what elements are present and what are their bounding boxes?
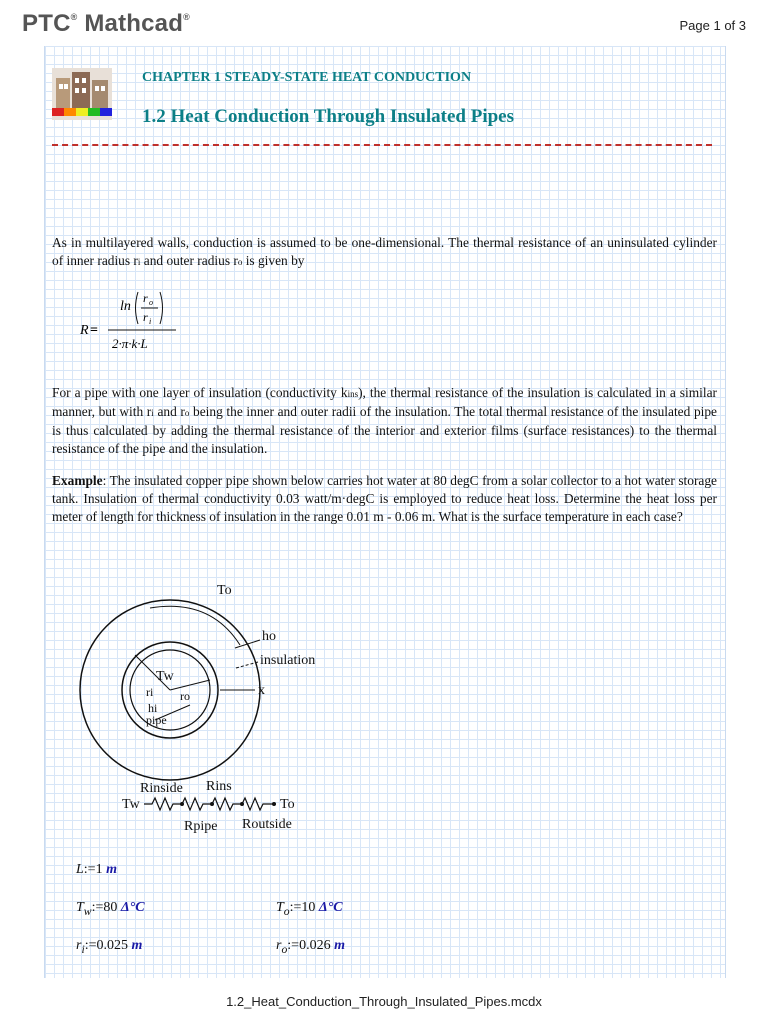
svg-text:ln: ln <box>120 299 131 314</box>
insulation-paragraph: For a pipe with one layer of insulation (conductivity kins), the thermal resistance of the insulation is calculated in a similar manner, but with ri and ro being the inner and outer radii of the insulation. The total thermal resistance of the insulated pipe is thus calculated by adding the thermal resistance of the interior and exterior films (surface resistances) to the thermal resistance of the pipe and the insulation. <box>52 385 717 456</box>
svg-text:r: r <box>143 291 148 305</box>
svg-text:x: x <box>258 683 265 698</box>
def-ro: $r_o:=0.026$ m <box>276 938 345 956</box>
svg-text:Rpipe: Rpipe <box>184 819 218 834</box>
svg-text:o: o <box>149 298 153 307</box>
example-paragraph: Example: The insulated copper pipe shown below carries hot water at 80 degC from a solar collector to a hot water storage tank. Insulation of thermal conductivity 0.03 watt/m·degC is employed to reduce heat loss. Determine the heat loss per meter of length for thickness of insulation in the range 0.01 m - 0.06 m. What is the surface temperature in each case? <box>52 473 717 524</box>
def-To: $T_o:=10$ Δ°C <box>276 900 343 918</box>
svg-text:pipe: pipe <box>146 713 167 727</box>
insulated-pipe-diagram <box>60 570 350 840</box>
def-ri: $r_i:=0.025$ m <box>76 938 143 956</box>
svg-text:To: To <box>217 583 232 598</box>
section-title: 1.2 Heat Conduction Through Insulated Pipes <box>142 106 514 127</box>
svg-text:Rinside: Rinside <box>140 781 183 796</box>
svg-text:Tw: Tw <box>122 797 140 812</box>
svg-text:ri: ri <box>146 685 154 699</box>
svg-text:Tw: Tw <box>156 669 174 684</box>
svg-text:ho: ho <box>262 629 276 644</box>
svg-text:Routside: Routside <box>242 817 292 832</box>
svg-text:To: To <box>280 797 295 812</box>
svg-text:insulation: insulation <box>260 653 316 668</box>
svg-text:R: R <box>80 323 89 338</box>
svg-text:Rins: Rins <box>206 779 232 794</box>
resistance-formula <box>80 286 190 356</box>
page-number: Page 1 of 3 <box>679 18 746 33</box>
svg-text:hi: hi <box>148 701 158 715</box>
svg-text:i: i <box>149 317 152 326</box>
svg-text:2·π·k·L: 2·π·k·L <box>112 336 148 351</box>
chapter-title: CHAPTER 1 STEADY-STATE HEAT CONDUCTION <box>142 70 472 85</box>
intro-paragraph: As in multilayered walls, conduction is assumed to be one-dimensional. The thermal resistance of an uninsulated cylinder of inner radius ri and outer radius ro is given by <box>52 235 717 268</box>
building-icon <box>52 68 112 120</box>
ptc-mathcad-logo: PTC® Mathcad® <box>22 10 190 37</box>
def-L: L:=1 m <box>76 862 117 877</box>
footer-filename: 1.2_Heat_Conduction_Through_Insulated_Pipes.mcdx <box>226 994 542 1009</box>
svg-text:ro: ro <box>180 689 190 703</box>
def-Tw: $T_w:=80$ Δ°C <box>76 900 145 918</box>
svg-text:=: = <box>90 323 98 338</box>
svg-text:r: r <box>143 310 148 324</box>
section-divider <box>52 144 712 146</box>
